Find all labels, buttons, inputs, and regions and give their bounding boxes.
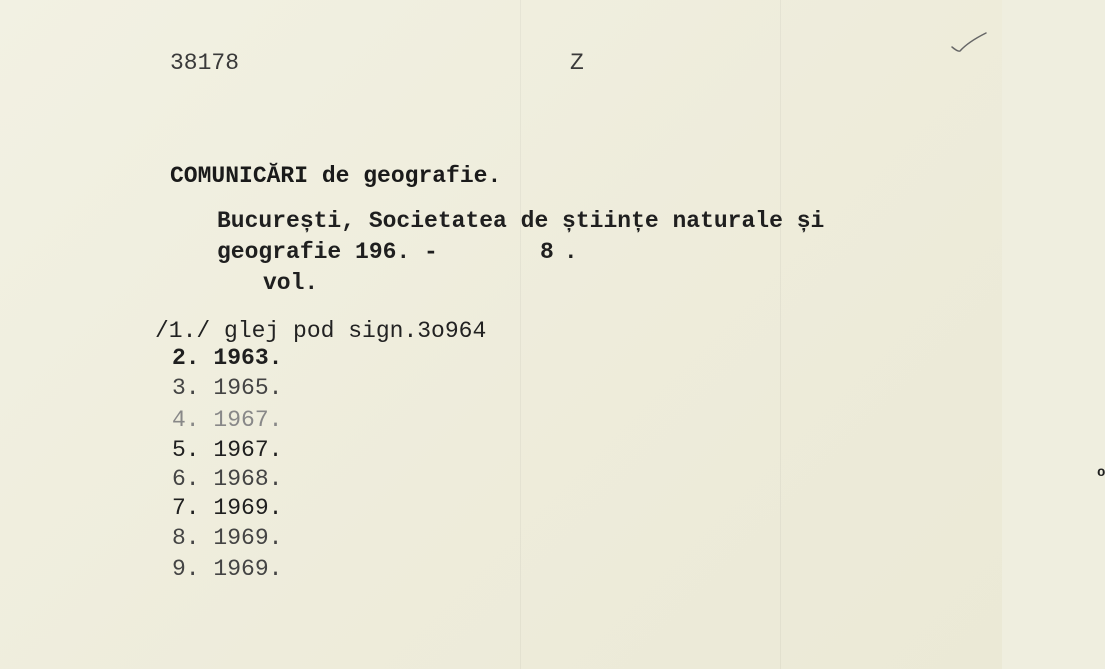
format-number: 8 — [540, 239, 554, 265]
volume-entry: 6. 1968. — [172, 466, 283, 492]
volume-entry: 2. 1963. — [172, 345, 283, 371]
volumes-label: vol. — [263, 270, 319, 296]
card-title: COMUNICĂRI de geografie. — [170, 163, 502, 189]
volume-entry: 7. 1969. — [172, 495, 283, 521]
volume-entry: 3. 1965. — [172, 375, 283, 401]
category-letter: Z — [570, 50, 584, 76]
check-mark-icon — [950, 30, 990, 56]
imprint-line-1: București, Societatea de științe naturale și — [217, 208, 825, 234]
cross-reference: /1./ glej pod sign.3o964 — [155, 318, 487, 344]
call-number: 38178 — [170, 50, 240, 76]
format-dot: . — [563, 239, 578, 265]
format-degree: o — [1097, 465, 1105, 481]
format-size — [540, 239, 1105, 481]
volume-entry: 5. 1967. — [172, 437, 283, 463]
card-fold-line — [520, 0, 521, 669]
card-fold-line — [780, 0, 781, 669]
volume-entry: 8. 1969. — [172, 525, 283, 551]
volume-entry: 4. 1967. — [172, 407, 283, 433]
volume-entry: 9. 1969. — [172, 556, 283, 582]
imprint-line-2: geografie 196. - — [217, 239, 438, 265]
